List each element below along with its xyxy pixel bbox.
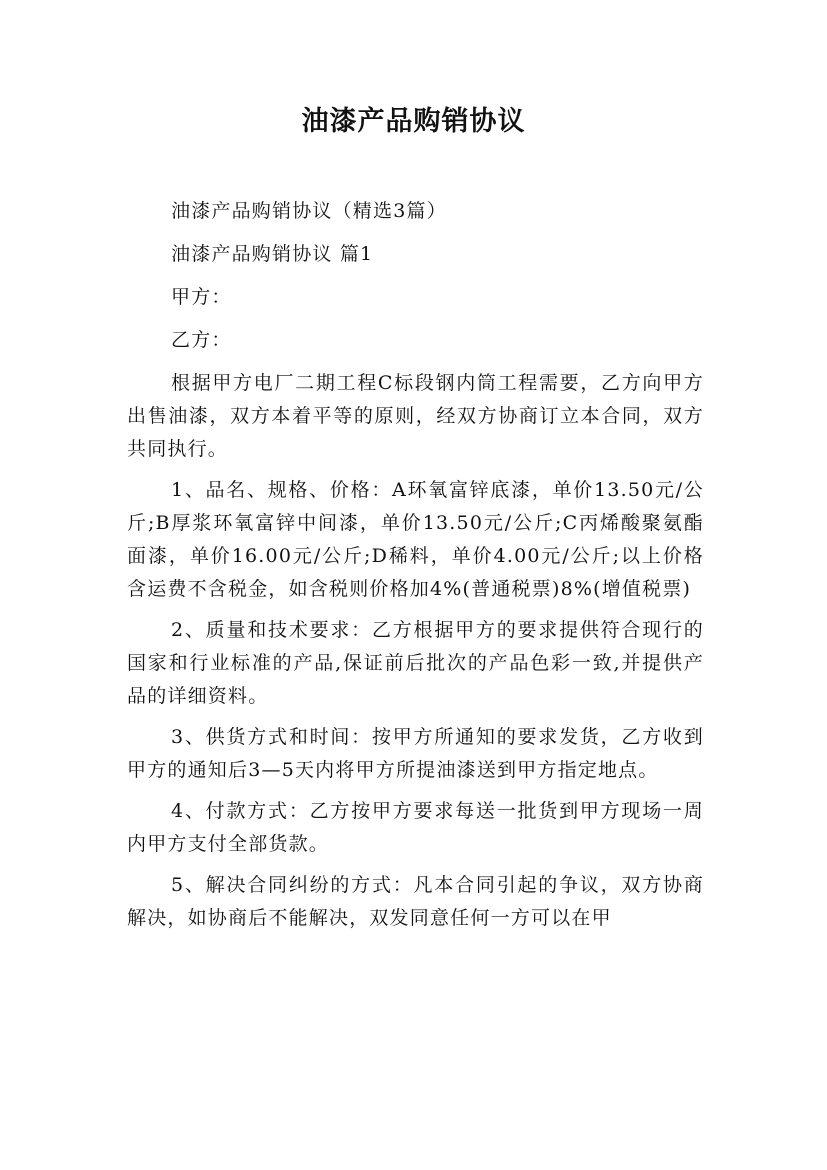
clause-2-paragraph: 2、质量和技术要求：乙方根据甲方的要求提供符合现行的国家和行业标准的产品,保证前后批次的产品色彩一致,并提供产品的详细资料。 [127,619,704,707]
clause-4-paragraph: 4、付款方式：乙方按甲方要求每送一批货到甲方现场一周内甲方支付全部货款。 [127,800,704,855]
subtitle-paragraph: 油漆产品购销协议（精选3篇） [171,200,447,222]
clause-5-paragraph: 5、解决合同纠纷的方式：凡本合同引起的争议，双方协商解决，如协商后不能解决，双发同意任何一方可以在甲 [127,874,704,929]
section-heading-paragraph: 油漆产品购销协议 篇1 [171,243,374,265]
clause-3-paragraph: 3、供货方式和时间：按甲方所通知的要求发货，乙方收到甲方的通知后3—5天内将甲方所提油漆送到甲方指定地点。 [127,726,704,781]
clause-1-paragraph: 1、品名、规格、价格：A环氧富锌底漆，单价13.50元/公斤;B厚浆环氧富锌中间漆，单价13.50元/公斤;C丙烯酸聚氨酯面漆，单价16.00元/公斤;D稀料，单价4.00元/公斤;以上价格含运费不含税金，如含税则价格加4%(普通税票)8%(增值税票) [127,479,704,600]
document-body [127,195,704,943]
intro-paragraph: 根据甲方电厂二期工程C标段钢内筒工程需要，乙方向甲方出售油漆，双方本着平等的原则，经双方协商订立本合同，双方共同执行。 [127,372,704,460]
party-a-paragraph: 甲方： [171,286,232,308]
party-b-paragraph: 乙方： [171,329,232,351]
document-title: 油漆产品购销协议 [301,106,526,137]
